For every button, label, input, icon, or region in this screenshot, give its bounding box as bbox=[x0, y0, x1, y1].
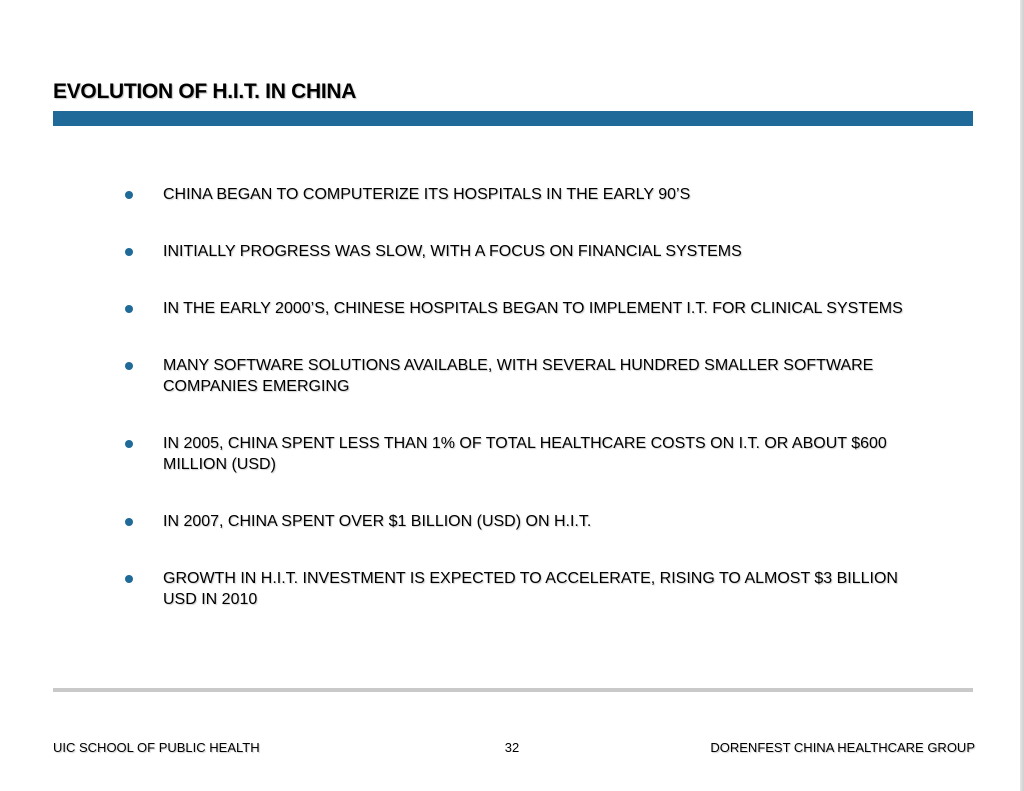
title-accent-bar bbox=[53, 111, 973, 126]
bullet-dot-icon bbox=[125, 575, 133, 583]
footer-divider bbox=[53, 688, 973, 692]
bullet-text: IN 2005, CHINA SPENT LESS THAN 1% OF TOTAL HEALTHCARE COSTS ON I.T. OR ABOUT $600 MILLION (USD) bbox=[163, 435, 887, 473]
bullet-list bbox=[125, 184, 925, 646]
bullet-item bbox=[125, 241, 925, 262]
bullet-dot-icon bbox=[125, 518, 133, 526]
footer-company: DORENFEST CHINA HEALTHCARE GROUP bbox=[710, 740, 975, 755]
bullet-text: CHINA BEGAN TO COMPUTERIZE ITS HOSPITALS IN THE EARLY 90’S bbox=[163, 186, 691, 203]
bullet-item bbox=[125, 355, 925, 397]
bullet-text: INITIALLY PROGRESS WAS SLOW, WITH A FOCUS ON FINANCIAL SYSTEMS bbox=[163, 243, 742, 260]
bullet-item bbox=[125, 511, 925, 532]
slide-edge-shadow bbox=[1020, 0, 1024, 791]
bullet-dot-icon bbox=[125, 248, 133, 256]
bullet-text: GROWTH IN H.I.T. INVESTMENT IS EXPECTED TO ACCELERATE, RISING TO ALMOST $3 BILLION USD IN 2010 bbox=[163, 570, 898, 608]
bullet-item bbox=[125, 568, 925, 610]
slide-title: EVOLUTION OF H.I.T. IN CHINA bbox=[53, 80, 357, 103]
bullet-item bbox=[125, 433, 925, 475]
bullet-item bbox=[125, 184, 925, 205]
bullet-text: MANY SOFTWARE SOLUTIONS AVAILABLE, WITH SEVERAL HUNDRED SMALLER SOFTWARE COMPANIES EMERGING bbox=[163, 357, 874, 395]
bullet-dot-icon bbox=[125, 305, 133, 313]
bullet-dot-icon bbox=[125, 362, 133, 370]
bullet-dot-icon bbox=[125, 440, 133, 448]
page-number: 32 bbox=[504, 740, 520, 755]
footer-organization: UIC SCHOOL OF PUBLIC HEALTH bbox=[53, 740, 260, 755]
bullet-dot-icon bbox=[125, 191, 133, 199]
bullet-item bbox=[125, 298, 925, 319]
bullet-text: IN 2007, CHINA SPENT OVER $1 BILLION (USD) ON H.I.T. bbox=[163, 513, 592, 530]
bullet-text: IN THE EARLY 2000’S, CHINESE HOSPITALS BEGAN TO IMPLEMENT I.T. FOR CLINICAL SYSTEMS bbox=[163, 300, 903, 317]
